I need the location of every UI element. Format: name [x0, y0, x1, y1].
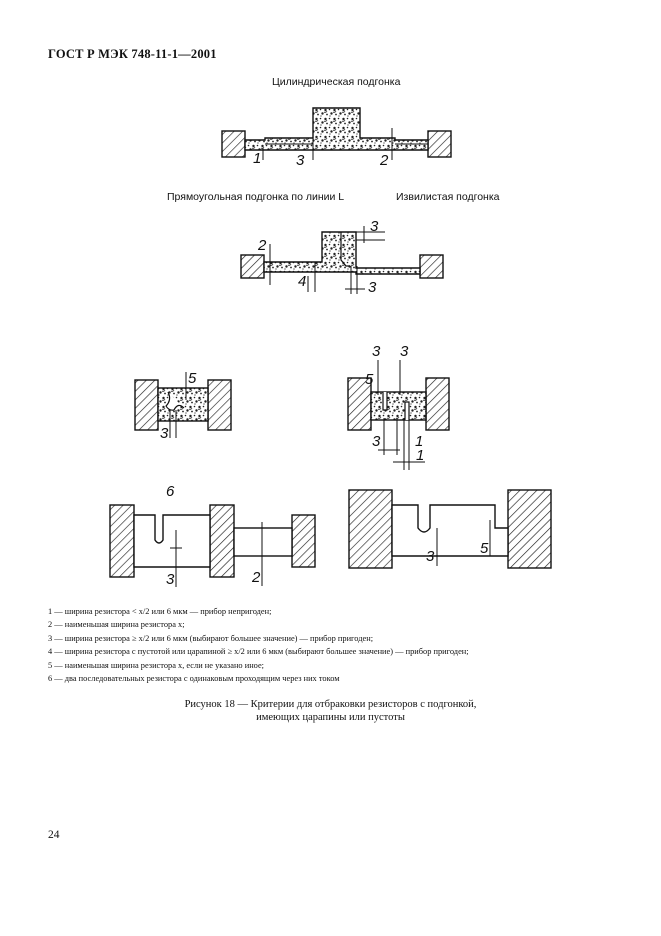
series-resistors-diagram: [110, 505, 315, 587]
left-terminal: [110, 505, 134, 577]
notched-resistor-diagram: [349, 490, 551, 568]
legend-item-2: 2 — наименьшая ширина резистора x;: [48, 620, 185, 630]
resistor-film: [158, 388, 208, 421]
left-terminal: [241, 255, 264, 278]
right-terminal: [292, 515, 315, 567]
page-number: 24: [48, 829, 60, 841]
right-terminal: [208, 380, 231, 430]
dim-label-2: 2: [258, 237, 267, 254]
left-terminal: [349, 490, 392, 568]
left-terminal: [222, 131, 245, 157]
dim-label-1: 1: [416, 447, 425, 464]
resistor-film: [264, 232, 420, 274]
document-header: ГОСТ Р МЭК 748-11-1—2001: [48, 47, 217, 61]
right-terminal: [426, 378, 449, 430]
dim-label-3: 3: [370, 218, 379, 235]
dim-label-3: 3: [166, 571, 175, 588]
dim-label-3: 3: [296, 152, 305, 169]
resistor-film: [371, 392, 426, 420]
rectangular-trim-diagram: [241, 226, 443, 294]
void-defect-diagram: [135, 372, 231, 438]
legend-item-4: 4 — ширина резистора с пустотой или царапиной ≥ x/2 или 6 мкм (выбирают большее значение) — прибор пригоден;: [48, 647, 469, 657]
dim-label-3: 3: [160, 425, 169, 442]
dim-label-6: 6: [166, 483, 175, 500]
resistor-film: [392, 505, 508, 556]
caption-serpentine-trim: Извилистая подгонка: [396, 191, 500, 203]
dim-label-1: 1: [415, 433, 424, 450]
dim-label-5: 5: [188, 370, 197, 387]
figure-legend: [48, 605, 469, 685]
resistor-film-2: [234, 528, 292, 556]
dim-label-3: 3: [372, 343, 381, 360]
dim-label-5: 5: [365, 371, 374, 388]
dim-label-5: 5: [480, 540, 489, 557]
dim-label-2: 2: [380, 152, 389, 169]
left-terminal: [135, 380, 158, 430]
caption-rectangular-trim: Прямоугольная подгонка по линии L: [167, 191, 345, 203]
caption-cylindrical-trim: Цилиндрическая подгонка: [272, 76, 401, 88]
dim-label-4: 4: [298, 273, 307, 290]
dim-label-1: 1: [253, 150, 262, 167]
figure-caption-line-2: имеющих царапины или пустоты: [256, 712, 405, 723]
serpentine-defect-diagram: [348, 360, 449, 470]
dim-label-3: 3: [368, 279, 377, 296]
legend-item-3: 3 — ширина резистора ≥ x/2 или 6 мкм (выбирают большее значение) — прибор пригоден;: [48, 633, 374, 643]
resistor-film-1: [134, 515, 210, 567]
dim-label-2: 2: [252, 569, 261, 586]
legend-item-6: 6 — два последовательных резистора с одинаковым проходящим через них током: [48, 674, 340, 684]
right-terminal: [420, 255, 443, 278]
legend-item-5: 5 — наименьшая ширина резистора x, если не указано иное;: [48, 660, 265, 670]
figure-caption-line-1: Рисунок 18 — Критерии для отбраковки резисторов с подгонкой,: [184, 699, 477, 710]
right-terminal: [428, 131, 451, 157]
middle-terminal: [210, 505, 234, 577]
legend-item-1: 1 — ширина резистора < x/2 или 6 мкм — прибор непригоден;: [48, 607, 272, 616]
dim-label-3: 3: [400, 343, 409, 360]
dim-label-3: 3: [372, 433, 381, 450]
dim-label-3: 3: [426, 548, 435, 565]
right-terminal: [508, 490, 551, 568]
figure-caption: [0, 698, 661, 724]
